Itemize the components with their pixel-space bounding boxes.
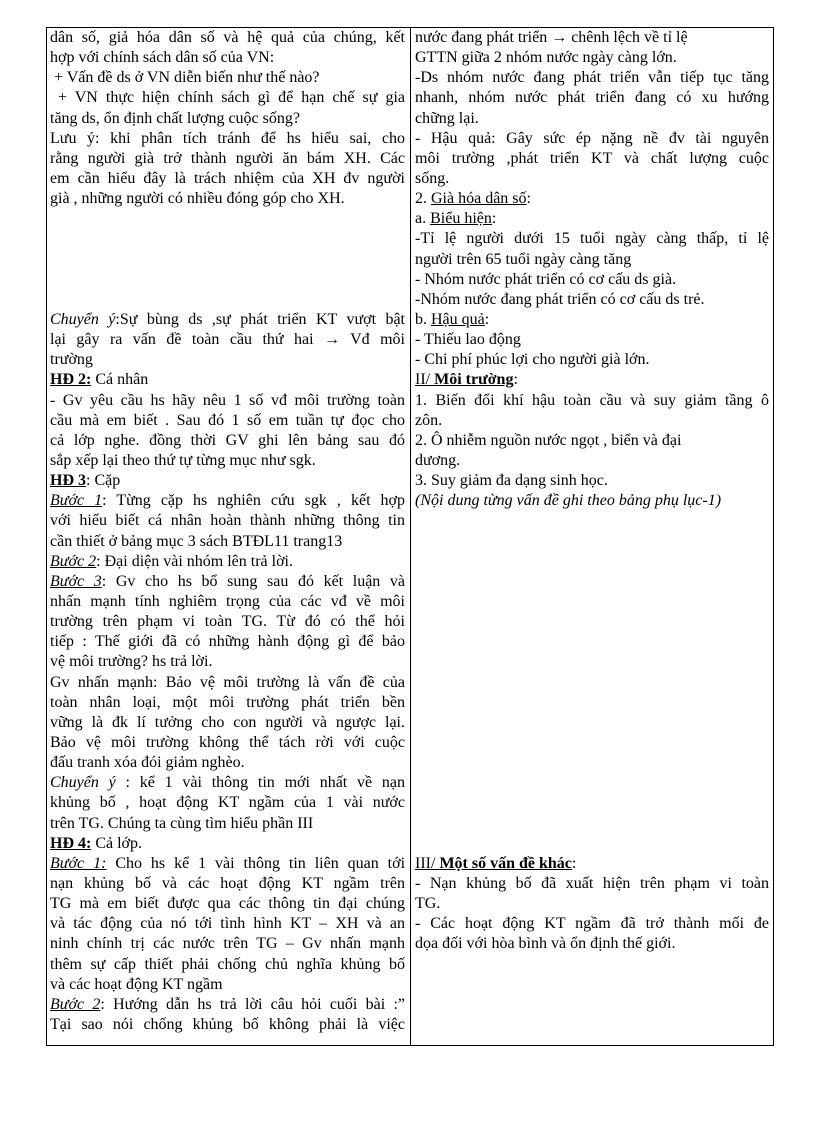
text-line: GTTN giữa 2 nhóm nước ngày càng lớn. [415, 49, 677, 67]
text-line: ninh chính trị các nước trên TG – Gv nhấn mạnh [50, 935, 405, 953]
text-run: Cả lớp. [91, 834, 143, 852]
text-line: và tác động của nó tới tình hình KT – XH và an [50, 915, 405, 933]
text-line: dương. [415, 451, 461, 469]
text-line: -Ds nhóm nước đang phát triển vẫn tiếp tục tăng [415, 69, 769, 87]
right-gap [415, 511, 769, 854]
text-line: Gv nhấn mạnh: Bảo vệ môi trường là vấn đề của [50, 673, 405, 691]
text-line [415, 854, 769, 874]
text-line: - Nạn khủng bố đã xuất hiện trên phạm vi toàn [415, 875, 769, 893]
text-line: tiếp : Thế giới đã có những hành động gì để bảo [50, 633, 405, 651]
text-line: TG mà em biết được qua các thông tin đại chúng [50, 895, 405, 913]
text-line [50, 773, 405, 793]
text-run: 2. [415, 190, 431, 208]
text-run: Già hóa dân số [431, 190, 527, 208]
text-line: cần thiết ở bảng mục 3 sách BTĐL11 trang13 [50, 532, 343, 550]
text-line: - Nhóm nước phát triển có cơ cấu ds già. [415, 270, 677, 288]
text-line: nước đang phát triển → chênh lệch về tỉ lệ [415, 29, 688, 46]
text-line [50, 370, 405, 390]
text-line [50, 995, 405, 1015]
text-line: đấu tranh xóa đói giảm nghèo. [50, 754, 245, 772]
text-run: : [484, 310, 490, 328]
text-run: Chuyển ý [50, 311, 116, 329]
text-line: TG. [415, 895, 441, 913]
text-line: -Tỉ lệ người dưới 15 tuổi ngày càng thấp, tỉ lệ [415, 230, 769, 248]
text-line: dân số, giả hóa dân số và hệ quả của chúng, kết [50, 29, 405, 46]
text-line: -Nhóm nước đang phát triển có cơ cấu ds trẻ. [415, 290, 705, 308]
text-line [50, 572, 405, 592]
text-run: a. [415, 210, 431, 228]
text-line [50, 552, 405, 572]
text-line: 3. Suy giảm đa dạng sinh học. [415, 472, 608, 490]
text-run: Bước 3 [50, 572, 102, 590]
text-line: 2. Ô nhiễm nguồn nước ngọt , biển và đại [415, 431, 682, 449]
left-gap [50, 209, 405, 310]
text-line: và các hoạt động KT ngầm [50, 975, 223, 993]
text-line [415, 209, 769, 229]
text-run: II/ [415, 371, 435, 389]
left-block-1 [50, 28, 405, 209]
text-run: : Hướng dẫn hs trả lời câu hỏi cuối bài :” [100, 995, 405, 1013]
text-line [415, 189, 769, 209]
text-run: Biểu hiện [430, 210, 492, 228]
text-run: : Cặp [86, 472, 121, 490]
text-line: nạn khủng bố và các hoạt động KT ngầm trên [50, 874, 405, 892]
text-line [415, 310, 769, 330]
text-run: :Sự bùng ds ,sự phát triển KT vượt bật [115, 311, 405, 329]
text-run: b. [415, 310, 431, 328]
text-line: Tại sao nói chống khủng bố không phải là việc [50, 1015, 405, 1033]
text-line: cầu mà em biết . Sau đó 1 số em tuần tự đọc cho [50, 411, 405, 429]
text-line [415, 370, 769, 390]
text-line: dọa đối với hòa bình và ổn định thế giới. [415, 935, 676, 953]
column-divider [410, 28, 411, 1045]
text-line [50, 310, 405, 330]
text-run: : [571, 854, 577, 872]
text-line: khủng bố , hoạt động KT ngầm của 1 vài nước [50, 794, 405, 812]
text-line: - Chi phí phúc lợi cho người già lớn. [415, 351, 650, 369]
text-line: rằng người già trở thành người ăn bám XH. Các [50, 149, 405, 167]
text-line: + Vấn đề ds ở VN diễn biến như thế nào? [50, 69, 320, 87]
content-column [415, 28, 769, 955]
text-line: thêm sự cấp thiết phải chống chủ nghĩa khủng bố [50, 955, 405, 973]
text-line: với hiểu biết cá nhân hoàn thành những thông tin [50, 512, 405, 530]
text-line: Lưu ý: khi phân tích tránh để hs hiểu sai, cho [50, 129, 405, 147]
text-line: môi trường ,phát triển KT và chất lượng cuộc [415, 149, 769, 167]
text-run: : [513, 371, 518, 389]
text-line: - Thiếu lao động [415, 331, 521, 349]
text-line: trường [50, 351, 93, 369]
text-line [50, 471, 405, 491]
text-run: Bước 2 [50, 552, 97, 570]
text-run: Bước 1: [50, 854, 107, 872]
text-line: - Gv yêu cầu hs hãy nêu 1 số vđ môi trường toàn [50, 391, 405, 409]
text-line: zôn. [415, 411, 443, 429]
text-run: HĐ 4: [50, 834, 92, 852]
text-line: trên TG. Chúng ta cùng tìm hiểu phần III [50, 814, 314, 832]
text-line: - Các hoạt động KT ngầm đã trở thành mối đe [415, 915, 769, 933]
text-run: Cho hs kể 1 vài thông tin liên quan tới [106, 854, 406, 872]
text-line: nhanh, nhóm nước phát triển đang có xu hướng [415, 89, 769, 107]
text-line: (Nội dung từng vấn đề ghi theo bảng phụ lục-1) [415, 492, 722, 510]
text-line: 1. Biến đổi khí hậu toàn cầu và suy giảm tầng ô [415, 391, 769, 409]
text-line: trường trên phạm vi toàn TG. Từ đó có thể hỏi [50, 613, 405, 631]
text-line: già , những người có nhiều đóng góp cho XH. [50, 190, 345, 208]
text-run: : Đại diện vài nhóm lên trả lời. [96, 552, 293, 570]
teacher-activities-column [50, 28, 405, 1035]
text-run: Bước 1 [50, 492, 103, 510]
text-run: Môi trường [434, 371, 514, 389]
text-line: Bảo vệ môi trường không thể tách rời với cuộc [50, 733, 405, 751]
text-line: + VN thực hiện chính sách gì để hạn chế sự gia [50, 89, 405, 107]
text-run: Bước 2 [50, 995, 101, 1013]
text-line: - Hậu quả: Gây sức ép nặng nề đv tài nguyên [415, 129, 769, 147]
text-line: chững lại. [415, 109, 479, 127]
text-run: HĐ 3 [50, 472, 86, 490]
right-block-1 [415, 28, 769, 511]
text-line: tăng ds, ổn định chất lượng cuộc sống? [50, 109, 300, 127]
text-line: nhấn mạnh tính nghiêm trọng của các vđ về môi [50, 592, 405, 610]
lesson-table [46, 27, 774, 1046]
text-line: toàn nhân loại, một môi trường phát triển bền [50, 693, 405, 711]
text-line: lại gây ra vấn đề toàn cầu thứ hai → Vđ môi [50, 331, 405, 349]
text-run: HĐ 2: [50, 371, 92, 389]
text-line: cả lớp nghe. đồng thời GV ghi lên bảng sau đó [50, 431, 405, 449]
text-line: hợp với chính sách dân số của VN: [50, 49, 275, 67]
text-line [50, 854, 405, 874]
text-line: sắp xếp lại theo thứ tự từng mục như sgk. [50, 452, 316, 469]
left-block-2 [50, 310, 405, 1035]
text-run: : kể 1 vài thông tin mới nhất về nạn [115, 774, 405, 792]
text-run: Một số vấn đề khác [439, 854, 572, 872]
text-run: Hậu quả [431, 310, 485, 328]
text-line [50, 491, 405, 511]
text-run: : [526, 190, 531, 208]
text-run: Cá nhân [91, 371, 149, 389]
text-run: Chuyển ý [50, 774, 116, 792]
text-line: em cần hiểu đây là trách nhiệm của XH đv người [50, 169, 405, 187]
text-run: III/ [415, 854, 440, 872]
text-run: : Gv cho hs bổ sung sau đó kết luận và [101, 572, 406, 590]
right-block-2 [415, 854, 769, 955]
text-line: người trên 65 tuổi ngày càng tăng [415, 250, 632, 268]
text-line: vững là đk lí tưởng cho con người và ngược lại. [50, 713, 405, 731]
text-line [50, 834, 405, 854]
text-line: sống. [415, 169, 450, 187]
text-run: : [491, 210, 497, 228]
text-run: : Từng cặp hs nghiên cứu sgk , kết hợp [102, 492, 405, 510]
text-line: vệ môi trường? hs trả lời. [50, 653, 213, 671]
